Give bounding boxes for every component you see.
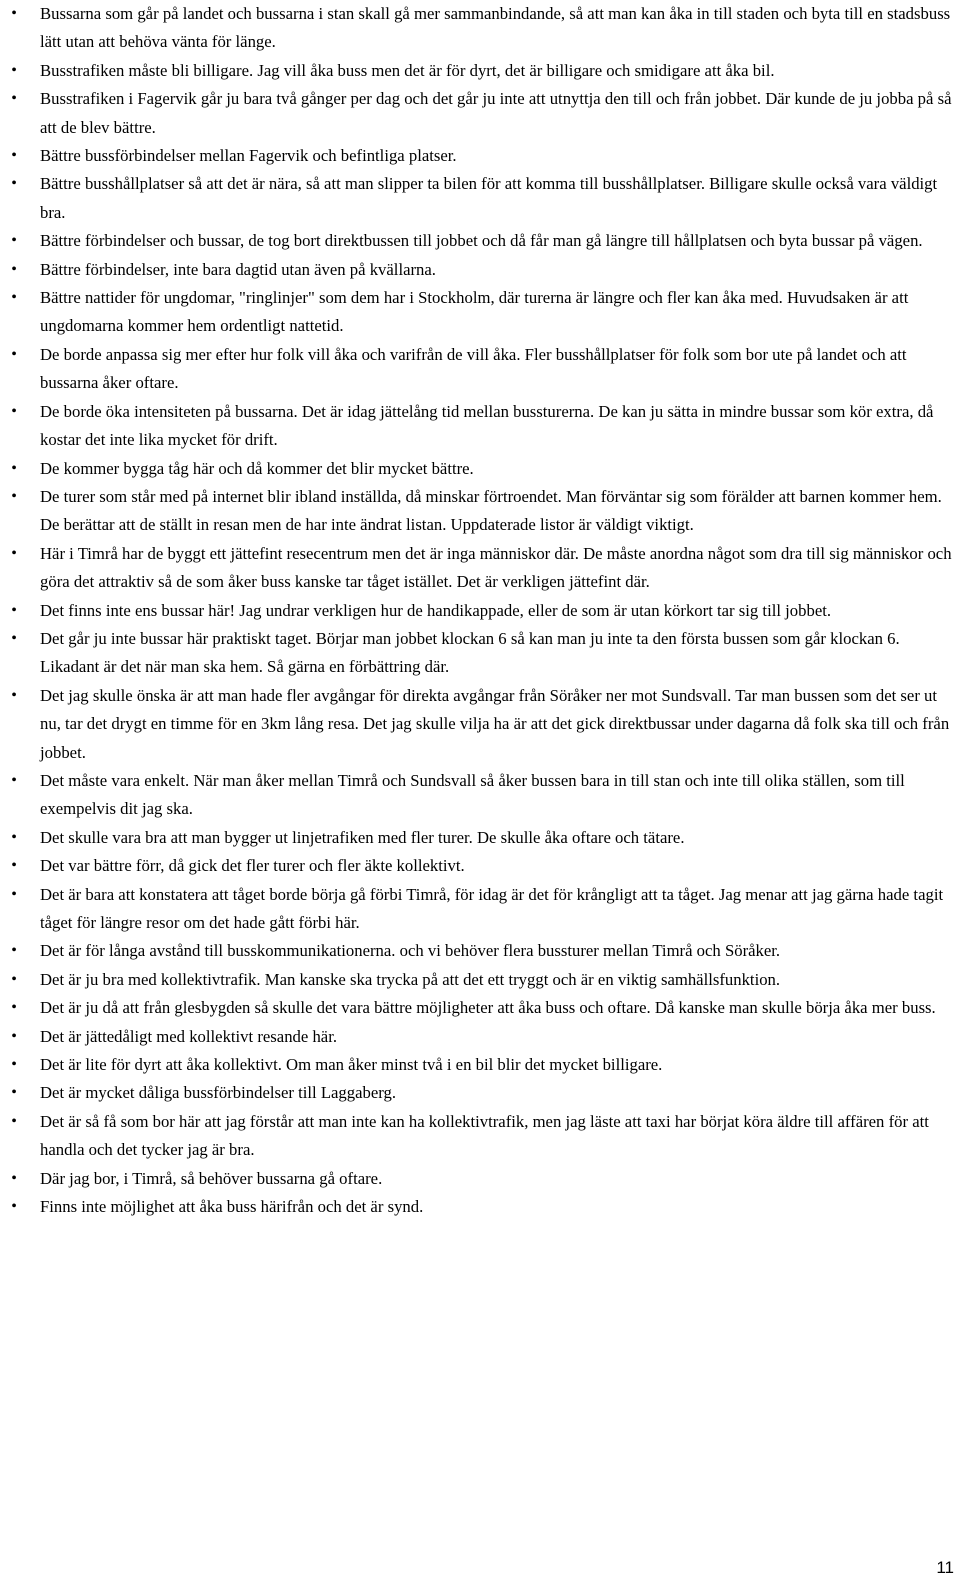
list-item <box>0 1051 960 1079</box>
list-item <box>0 1079 960 1107</box>
list-item <box>0 966 960 994</box>
bullet-icon: • <box>11 232 17 250</box>
list-item <box>0 341 960 398</box>
list-item <box>0 881 960 938</box>
list-item <box>0 1165 960 1193</box>
list-item-text: Det är bara att konstatera att tåget borde börja gå förbi Timrå, för idag är det för krångligt att ta tåget. Jag menar att jag gärna hade tagit tåget för längre resor om det hade gått förbi här. <box>40 884 944 932</box>
bullet-icon: • <box>11 857 17 875</box>
list-item-text: Det var bättre förr, då gick det fler turer och fler äkte kollektivt. <box>40 856 465 876</box>
bullet-icon: • <box>11 828 17 846</box>
bullet-icon: • <box>11 61 17 79</box>
list-item-text: Det går ju inte bussar här praktiskt taget. Börjar man jobbet klockan 6 så kan man ju inte ta den första bussen som går klockan 6. Likadant är det när man ska hem. Så gärna en förbättring där. <box>40 628 900 677</box>
list-item <box>0 227 960 255</box>
list-item-text: Det är ju då att från glesbygden så skulle det vara bättre möjligheter att åka buss och oftare. Då kanske man skulle börja åka mer buss. <box>40 998 936 1018</box>
list-item-text: Det är jättedåligt med kollektivt resande här. <box>40 1026 338 1046</box>
list-item <box>0 455 960 483</box>
bullet-icon: • <box>11 345 17 363</box>
list-item <box>0 1108 960 1165</box>
bullet-icon: • <box>11 885 17 903</box>
bullet-icon: • <box>11 544 17 562</box>
list-item-text: Det jag skulle önska är att man hade fler avgångar för direkta avgångar från Söråker ner mot Sundsvall. Tar man bussen som det ser ut nu, tar det drygt en timme för en 3km lång resa. Det jag skulle vilja ha är att det gick direktbussar under dagarna då folk ska till och från jobbet. <box>40 685 950 762</box>
list-item-text: Det är för långa avstånd till busskommunikationerna. och vi behöver flera bussturer mellan Timrå och Söråker. <box>40 941 781 961</box>
list-item <box>0 170 960 227</box>
list-item-text: Det är mycket dåliga bussförbindelser till Laggaberg. <box>40 1083 397 1103</box>
list-item-text: Busstrafiken i Fagervik går ju bara två gånger per dag och det går ju inte att utnyttja den till och från jobbet. Där kunde de ju jobba på så att de blev bättre. <box>40 89 952 137</box>
bullet-icon: • <box>11 1198 17 1216</box>
list-item <box>0 1193 960 1221</box>
list-item-text: Busstrafiken måste bli billigare. Jag vill åka buss men det är för dyrt, det är billigare och smidigare att åka bil. <box>40 60 775 80</box>
list-item <box>0 398 960 455</box>
list-item <box>0 540 960 597</box>
bullet-icon: • <box>11 1169 17 1187</box>
bullet-icon: • <box>11 5 17 22</box>
list-item-text: Bättre busshållplatser så att det är nära, så att man slipper ta bilen för att komma till busshållplatser. Billigare skulle också vara väldigt bra. <box>40 174 938 222</box>
bullet-icon: • <box>11 90 17 108</box>
list-item-text: Det måste vara enkelt. När man åker mellan Timrå och Sundsvall så åker bussen bara in till stan och inte till olika ställen, som till exempelvis dit jag ska. <box>40 770 905 819</box>
list-item-text: De borde öka intensiteten på bussarna. Det är idag jättelång tid mellan bussturerna. De kan ju sätta in mindre bussar som kör extra, då kostar det inte lika mycket för drift. <box>40 401 934 450</box>
list-item <box>0 483 960 540</box>
bullet-icon: • <box>11 970 17 988</box>
list-item <box>0 852 960 880</box>
bullet-icon: • <box>11 459 17 477</box>
bullet-icon: • <box>11 942 17 960</box>
bullet-icon: • <box>11 1056 17 1074</box>
list-item <box>0 994 960 1022</box>
list-item-text: Det finns inte ens bussar här! Jag undrar verkligen hur de handikappade, eller de som är utan körkort tar sig till jobbet. <box>40 600 832 620</box>
list-item <box>0 682 960 767</box>
bullet-icon: • <box>11 260 17 278</box>
list-item-text: Här i Timrå har de byggt ett jättefint resecentrum men det är inga människor där. De måste anordna något som dra till sig människor och göra det attraktiv så de som åker buss kanske tar tåget istället. Det är verkligen jättefint där. <box>40 543 952 592</box>
bullet-icon: • <box>11 487 17 505</box>
list-item <box>0 937 960 965</box>
list-item-text: De borde anpassa sig mer efter hur folk vill åka och varifrån de vill åka. Fler busshållplatser för folk som bor ute på landet och att bussarna åker oftare. <box>40 344 907 393</box>
bullet-icon: • <box>11 601 17 619</box>
list-item <box>0 142 960 170</box>
list-item <box>0 1023 960 1051</box>
page-number: 11 <box>936 1558 954 1577</box>
list-item-text: Det är ju bra med kollektivtrafik. Man kanske ska trycka på att det ett tryggt och är en viktig samhällsfunktion. <box>40 969 781 989</box>
list-item <box>0 625 960 682</box>
list-item-text: De turer som står med på internet blir ibland inställda, då minskar förtroendet. Man förväntar sig som förälder att barnen kommer hem. De berättar att de ställt in resan men de har inte ändrat listan. Uppdaterade listor är väldigt viktigt. <box>40 486 942 535</box>
list-item-text: Där jag bor, i Timrå, så behöver bussarna gå oftare. <box>40 1168 383 1188</box>
list-item-text: Det är så få som bor här att jag förstår att man inte kan ha kollektivtrafik, men jag läste att taxi har börjat köra äldre till affären för att handla och det tycker jag är bra. <box>40 1111 929 1160</box>
list-item <box>0 0 960 57</box>
list-item-text: Det skulle vara bra att man bygger ut linjetrafiken med fler turer. De skulle åka oftare och tätare. <box>40 827 685 847</box>
bullet-icon: • <box>11 999 17 1017</box>
list-item-text: De kommer bygga tåg här och då kommer det blir mycket bättre. <box>40 458 474 478</box>
list-item <box>0 824 960 852</box>
list-item-text: Finns inte möjlighet att åka buss härifrån och det är synd. <box>40 1197 424 1217</box>
list-item-text: Bättre förbindelser och bussar, de tog bort direktbussen till jobbet och då får man gå längre till hållplatsen och byta bussar på vägen. <box>40 231 923 251</box>
list-item <box>0 256 960 284</box>
bullet-icon: • <box>11 402 17 420</box>
bullet-icon: • <box>11 771 17 789</box>
list-item <box>0 597 960 625</box>
list-item-text: Bättre förbindelser, inte bara dagtid utan även på kvällarna. <box>40 259 436 279</box>
list-item <box>0 85 960 142</box>
list-item-text: Bussarna som går på landet och bussarna i stan skall gå mer sammanbindande, så att man kan åka in till staden och byta till en stadsbuss lätt utan att behöva vänta för länge. <box>40 4 951 52</box>
list-item <box>0 767 960 824</box>
bullet-icon: • <box>11 1112 17 1130</box>
list-item <box>0 284 960 341</box>
bullet-icon: • <box>11 175 17 193</box>
bullet-icon: • <box>11 1027 17 1045</box>
bullet-icon: • <box>11 1084 17 1102</box>
bullet-icon: • <box>11 289 17 307</box>
bullet-icon: • <box>11 147 17 165</box>
list-item-text: Det är lite för dyrt att åka kollektivt. Om man åker minst två i en bil blir det mycket billigare. <box>40 1055 663 1075</box>
bullet-icon: • <box>11 686 17 704</box>
list-item <box>0 57 960 85</box>
bullet-icon: • <box>11 629 17 647</box>
list-item-text: Bättre bussförbindelser mellan Fagervik och befintliga platser. <box>40 146 457 166</box>
list-item-text: Bättre nattider för ungdomar, "ringlinjer" som dem har i Stockholm, där turerna är längre och fler kan åka med. Huvudsaken är att ungdomarna kommer hem ordentligt nattetid. <box>40 288 909 336</box>
